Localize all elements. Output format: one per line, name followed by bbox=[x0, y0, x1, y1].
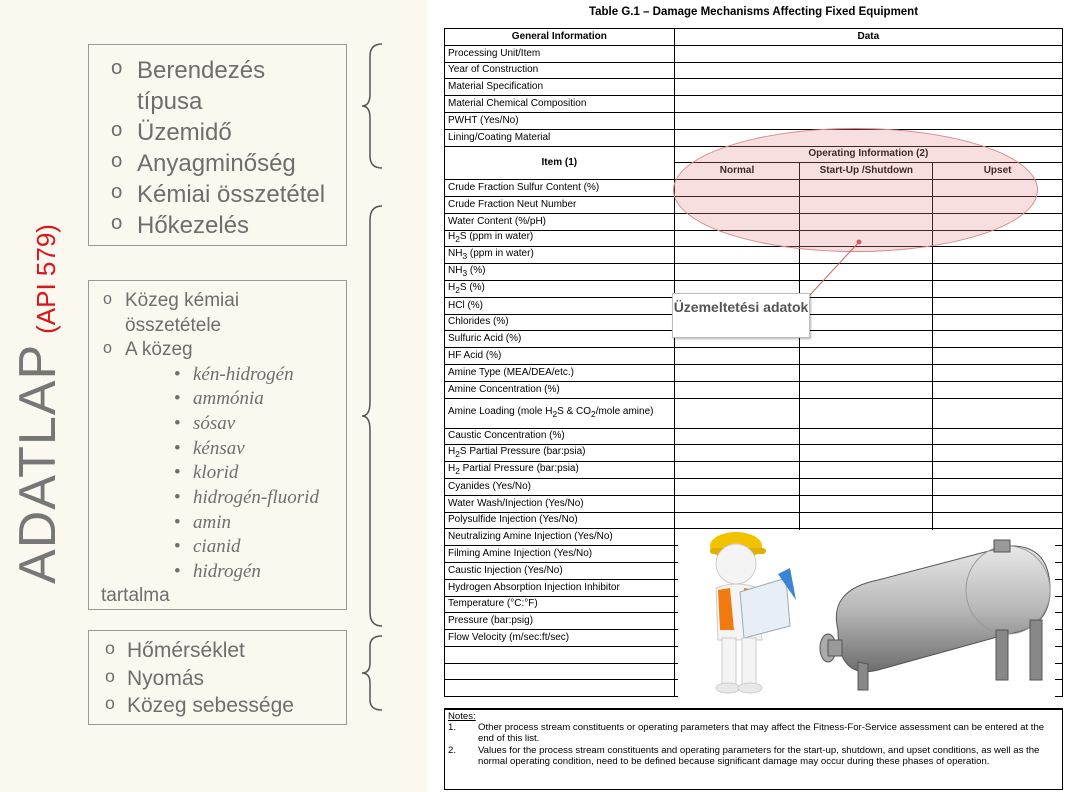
data-cell[interactable] bbox=[933, 247, 1063, 264]
curly-brace-icon bbox=[360, 634, 386, 712]
data-cell[interactable] bbox=[674, 512, 800, 529]
table-row bbox=[445, 79, 1063, 96]
sub-list-item: • kén-hidrogén bbox=[99, 363, 336, 388]
table-row bbox=[445, 428, 1063, 445]
row-label: Crude Fraction Neut Number bbox=[445, 196, 675, 213]
vertical-title bbox=[8, 144, 68, 664]
sub-list-item: • sósav bbox=[99, 412, 336, 437]
sub-list-item: • hidrogén-fluorid bbox=[99, 486, 336, 511]
row-label: Hydrogen Absorption Injection Inhibitor bbox=[445, 579, 675, 596]
row-label: Amine Loading (mole $H_2S$ & $CO_2$/mole amine) bbox=[445, 398, 675, 428]
list-item: o A közeg bbox=[99, 338, 336, 363]
row-label: Year of Construction bbox=[445, 62, 675, 79]
data-cell[interactable] bbox=[674, 478, 800, 495]
table-row bbox=[445, 112, 1063, 129]
row-label: Sulfuric Acid (%) bbox=[445, 331, 675, 348]
data-cell[interactable] bbox=[674, 348, 800, 365]
table-row bbox=[445, 398, 1063, 428]
data-cell[interactable] bbox=[674, 247, 800, 264]
data-cell[interactable] bbox=[674, 96, 1062, 113]
row-label: Processing Unit/Item bbox=[445, 45, 675, 62]
list-tail-text: tartalma bbox=[101, 584, 170, 606]
sub-list-item: • klorid bbox=[99, 461, 336, 486]
sub-list-item: • hidrogén bbox=[99, 560, 336, 585]
row-label: Cyanides (Yes/No) bbox=[445, 478, 675, 495]
row-label: $H_2S$ (ppm in water) bbox=[445, 230, 675, 247]
curly-brace-icon bbox=[360, 42, 386, 170]
sub-list-item: • ammónia bbox=[99, 387, 336, 412]
table-row bbox=[445, 348, 1063, 365]
data-cell[interactable] bbox=[933, 512, 1063, 529]
sub-list-item: • kénsav bbox=[99, 437, 336, 462]
data-cell[interactable] bbox=[933, 280, 1063, 297]
data-cell[interactable] bbox=[933, 331, 1063, 348]
data-cell[interactable] bbox=[674, 112, 1062, 129]
row-label: Chlorides (%) bbox=[445, 314, 675, 331]
row-label: Neutralizing Amine Injection (Yes/No) bbox=[445, 529, 675, 546]
row-label: $H_2$ Partial Pressure (bar:psia) bbox=[445, 462, 675, 479]
header-item: Item (1) bbox=[445, 146, 675, 180]
row-label bbox=[445, 680, 675, 697]
data-cell[interactable] bbox=[933, 264, 1063, 281]
data-cell[interactable] bbox=[933, 478, 1063, 495]
data-cell[interactable] bbox=[800, 398, 933, 428]
table-row bbox=[445, 495, 1063, 512]
data-cell[interactable] bbox=[674, 62, 1062, 79]
operating-params-box bbox=[88, 630, 347, 725]
table-row bbox=[445, 364, 1063, 381]
row-label bbox=[445, 646, 675, 663]
curly-brace-icon bbox=[360, 204, 386, 628]
vertical-title-main: ADATLAP bbox=[9, 343, 67, 584]
sub-list-item: • amin bbox=[99, 511, 336, 536]
row-label: Polysulfide Injection (Yes/No) bbox=[445, 512, 675, 529]
data-cell[interactable] bbox=[800, 462, 933, 479]
row-label: Crude Fraction Sulfur Content (%) bbox=[445, 180, 675, 197]
table-row bbox=[445, 512, 1063, 529]
table-row bbox=[445, 264, 1063, 281]
table-row bbox=[445, 247, 1063, 264]
notes-title: Notes: bbox=[448, 711, 476, 722]
row-label: Lining/Coating Material bbox=[445, 129, 675, 146]
data-cell[interactable] bbox=[674, 45, 1062, 62]
row-label: Material Specification bbox=[445, 79, 675, 96]
operating-info-highlight bbox=[673, 128, 1038, 252]
note-item: 1. Other process stream constituents or operating parameters that may affect the Fitness-For-Service assessment can be entered at the end of this list. bbox=[448, 722, 1045, 745]
list-item: o Berendezés típusa bbox=[99, 55, 336, 117]
notes-section bbox=[444, 708, 1063, 790]
row-label: Water Content (%/pH) bbox=[445, 213, 675, 230]
list-item: o Nyomás bbox=[99, 665, 336, 693]
data-cell[interactable] bbox=[933, 428, 1063, 445]
data-cell[interactable] bbox=[933, 445, 1063, 462]
data-cell[interactable] bbox=[800, 478, 933, 495]
data-cell[interactable] bbox=[674, 495, 800, 512]
row-label: Amine Type (MEA/DEA/etc.) bbox=[445, 364, 675, 381]
data-cell[interactable] bbox=[933, 381, 1063, 398]
header-startup-shutdown: Start-Up /Shutdown bbox=[800, 163, 933, 180]
data-cell[interactable] bbox=[800, 445, 933, 462]
header-normal: Normal bbox=[674, 163, 800, 180]
row-label bbox=[445, 663, 675, 680]
header-upset: Upset bbox=[933, 163, 1063, 180]
table-row bbox=[445, 478, 1063, 495]
list-item: o Hőmérséklet bbox=[99, 637, 336, 665]
operating-data-callout: Üzemeltetési adatok bbox=[672, 293, 810, 338]
row-label: Temperature (°C:°F) bbox=[445, 596, 675, 613]
table-row bbox=[445, 462, 1063, 479]
data-cell[interactable] bbox=[800, 512, 933, 529]
data-cell[interactable] bbox=[800, 428, 933, 445]
row-label: Flow Velocity (m/sec:ft/sec) bbox=[445, 630, 675, 647]
row-label: HCl (%) bbox=[445, 297, 675, 314]
list-item: o Hőkezelés bbox=[99, 210, 336, 241]
data-cell[interactable] bbox=[674, 398, 800, 428]
row-label: Material Chemical Composition bbox=[445, 96, 675, 113]
header-data: Data bbox=[674, 29, 1062, 46]
row-label: Caustic Concentration (%) bbox=[445, 428, 675, 445]
vertical-title-standard: (API 579) bbox=[31, 224, 61, 334]
table-row bbox=[445, 62, 1063, 79]
note-item: 2. Values for the process stream constituents and operating parameters for the start-up, shutdown, and upset conditions, as well as the normal operating condition, need to be defined because significant damage may occur during these phases of operation. bbox=[448, 744, 1040, 767]
data-cell[interactable] bbox=[674, 381, 800, 398]
data-cell[interactable] bbox=[933, 297, 1063, 314]
row-label: PWHT (Yes/No) bbox=[445, 112, 675, 129]
data-cell[interactable] bbox=[933, 314, 1063, 331]
header-general-info: General Information bbox=[445, 29, 675, 46]
table-row bbox=[445, 445, 1063, 462]
data-cell[interactable] bbox=[674, 79, 1062, 96]
equipment-info-box bbox=[88, 44, 347, 246]
data-cell[interactable] bbox=[674, 264, 800, 281]
data-cell[interactable] bbox=[933, 462, 1063, 479]
data-cell[interactable] bbox=[674, 445, 800, 462]
data-cell[interactable] bbox=[674, 462, 800, 479]
callout-connector bbox=[805, 238, 865, 300]
data-cell[interactable] bbox=[800, 364, 933, 381]
equipment-illustration bbox=[678, 530, 1055, 706]
row-label: Caustic Injection (Yes/No) bbox=[445, 562, 675, 579]
data-cell[interactable] bbox=[800, 331, 933, 348]
document-title: Table G.1 – Damage Mechanisms Affecting Fixed Equipment bbox=[588, 6, 919, 18]
table-row bbox=[445, 45, 1063, 62]
data-cell[interactable] bbox=[674, 428, 800, 445]
data-cell[interactable] bbox=[800, 495, 933, 512]
data-cell[interactable] bbox=[674, 364, 800, 381]
medium-composition-box bbox=[88, 280, 347, 610]
pressure-vessel-icon bbox=[820, 540, 1050, 690]
data-cell[interactable] bbox=[800, 381, 933, 398]
data-cell[interactable] bbox=[933, 348, 1063, 365]
data-cell[interactable] bbox=[800, 314, 933, 331]
list-item: o Anyagminőség bbox=[99, 148, 336, 179]
row-label: $NH_3$ (ppm in water) bbox=[445, 247, 675, 264]
list-item: o Közeg kémiai összetétele bbox=[99, 289, 336, 338]
row-label: $NH_3$ (%) bbox=[445, 264, 675, 281]
row-label: Water Wash/Injection (Yes/No) bbox=[445, 495, 675, 512]
list-item: o Kémiai összetétel bbox=[99, 179, 336, 210]
worker-figure-icon bbox=[710, 532, 796, 693]
row-label: $H_2S$ (%) bbox=[445, 280, 675, 297]
table-row bbox=[445, 96, 1063, 113]
row-label: $H_2S$ Partial Pressure (bar:psia) bbox=[445, 445, 675, 462]
row-label: Pressure (bar:psig) bbox=[445, 613, 675, 630]
data-cell[interactable] bbox=[933, 495, 1063, 512]
list-item: o Közeg sebessége bbox=[99, 692, 336, 720]
list-item: o Üzemidő bbox=[99, 117, 336, 148]
row-label: HF Acid (%) bbox=[445, 348, 675, 365]
data-cell[interactable] bbox=[933, 364, 1063, 381]
row-label: Filming Amine Injection (Yes/No) bbox=[445, 546, 675, 563]
left-panel bbox=[0, 0, 428, 792]
table-row bbox=[445, 381, 1063, 398]
sub-list-item: • cianid bbox=[99, 535, 336, 560]
data-cell[interactable] bbox=[933, 398, 1063, 428]
data-cell[interactable] bbox=[800, 348, 933, 365]
header-operating-info: Operating Information (2) bbox=[674, 146, 1062, 163]
row-label: Amine Concentration (%) bbox=[445, 381, 675, 398]
